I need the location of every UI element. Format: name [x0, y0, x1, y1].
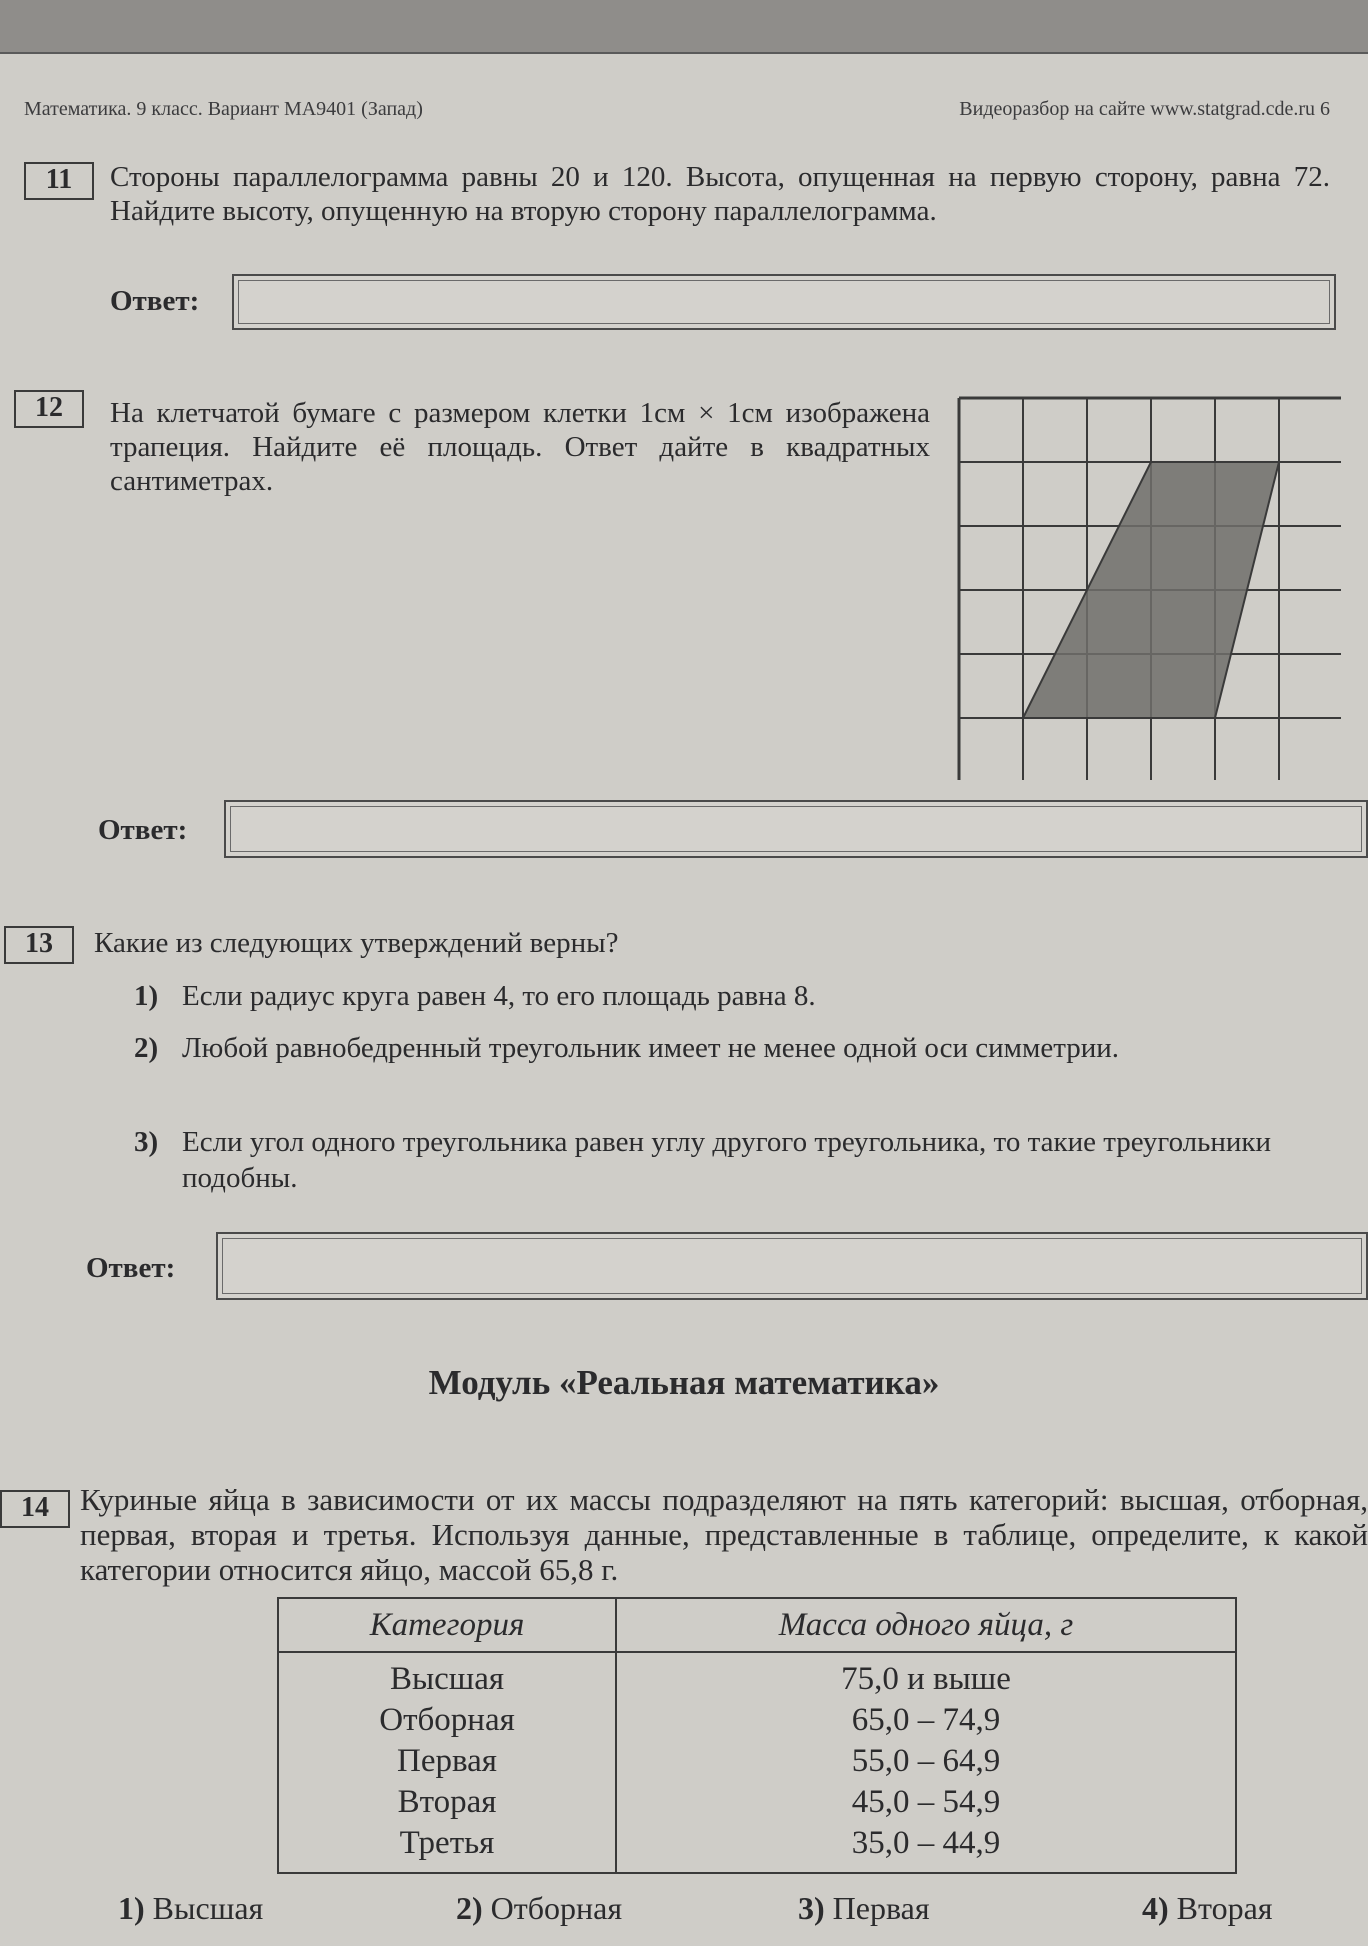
mass-vtoraya: 45,0 – 54,9 — [851, 1784, 1001, 1820]
category-pervaya: Первая — [397, 1743, 497, 1779]
task-12-answer-label: Ответ: — [98, 814, 188, 846]
task-13-item-2 — [134, 1030, 1368, 1066]
task-11-number: 11 — [24, 162, 94, 200]
table-header-row — [278, 1598, 1236, 1652]
task-12-number: 12 — [14, 390, 84, 428]
task-14-option-1[interactable] — [118, 1890, 263, 1927]
header-video-link: Видеоразбор на сайте www.statgrad.cde.ru 6 — [959, 98, 1330, 120]
option-text: Высшая — [152, 1890, 264, 1926]
option-text: Первая — [832, 1890, 930, 1926]
mass-cell — [616, 1652, 1236, 1873]
column-header-mass: Масса одного яйца, г — [616, 1598, 1236, 1652]
item-number: 1) — [134, 980, 159, 1012]
page-top-shadow — [0, 0, 1368, 52]
egg-category-table — [277, 1597, 1237, 1874]
task-14-text: Куриные яйца в зависимости от их массы подразделяют на пять категорий: высшая, отборная, первая, вторая и третья. Используя данные, представленные в таблице, определите, к какой категории относится яйцо, массой 65,8 г. — [80, 1482, 1368, 1587]
item-text: Если угол одного треугольника равен углу другого треугольника, то такие треугольники подобны. — [182, 1126, 1272, 1194]
item-number: 2) — [134, 1032, 159, 1064]
task-13-number: 13 — [4, 926, 74, 964]
task-11-text: Стороны параллелограмма равны 20 и 120. Высота, опущенная на первую сторону, равна 72. Найдите высоту, опущенную на вторую сторону параллелограмма. — [110, 161, 1330, 227]
mass-pervaya: 55,0 – 64,9 — [851, 1743, 1001, 1779]
option-number: 3) — [798, 1890, 825, 1926]
task-13-item-1 — [134, 978, 1362, 1014]
task-11-answer-label: Ответ: — [110, 285, 200, 317]
module-title: Модуль «Реальная математика» — [428, 1363, 940, 1402]
category-tretya: Третья — [399, 1825, 495, 1861]
task-14-option-3[interactable] — [798, 1890, 930, 1927]
task-14-option-4[interactable] — [1142, 1890, 1272, 1927]
mass-vysshaya: 75,0 и выше — [841, 1661, 1011, 1697]
task-12-text: На клетчатой бумаге с размером клетки 1см × 1см изображена трапеция. Найдите её площадь. Ответ дайте в квадратных сантиметрах. — [110, 397, 930, 497]
header-subject: Математика. 9 класс. Вариант МА9401 (Запад) — [24, 98, 423, 120]
task-12-grid-figure — [957, 396, 1341, 780]
mass-otbornaya: 65,0 – 74,9 — [851, 1702, 1001, 1738]
item-text: Любой равнобедренный треугольник имеет не менее одной оси симметрии. — [182, 1032, 1120, 1064]
category-vysshaya: Высшая — [389, 1661, 505, 1697]
task-13-answer-label: Ответ: — [86, 1252, 176, 1284]
category-vtoraya: Вторая — [397, 1784, 497, 1820]
option-text: Вторая — [1176, 1890, 1273, 1926]
table-row — [278, 1652, 1236, 1873]
option-number: 1) — [118, 1890, 145, 1926]
option-text: Отборная — [490, 1890, 623, 1926]
mass-tretya: 35,0 – 44,9 — [851, 1825, 1001, 1861]
task-13-text: Какие из следующих утверждений верны? — [94, 927, 619, 959]
task-11-answer-field[interactable] — [232, 274, 1336, 330]
task-12-answer-field[interactable] — [224, 800, 1368, 858]
item-text: Если радиус круга равен 4, то его площадь равна 8. — [182, 980, 816, 1012]
option-number: 4) — [1142, 1890, 1169, 1926]
item-number: 3) — [134, 1126, 159, 1158]
task-14-option-2[interactable] — [456, 1890, 622, 1927]
category-otbornaya: Отборная — [379, 1702, 515, 1738]
task-14-number: 14 — [0, 1490, 70, 1528]
column-header-category: Категория — [278, 1598, 616, 1652]
category-cell — [278, 1652, 616, 1873]
task-13-answer-field[interactable] — [216, 1232, 1368, 1300]
top-rule — [0, 52, 1368, 54]
task-13-item-3 — [134, 1124, 1368, 1196]
option-number: 2) — [456, 1890, 483, 1926]
